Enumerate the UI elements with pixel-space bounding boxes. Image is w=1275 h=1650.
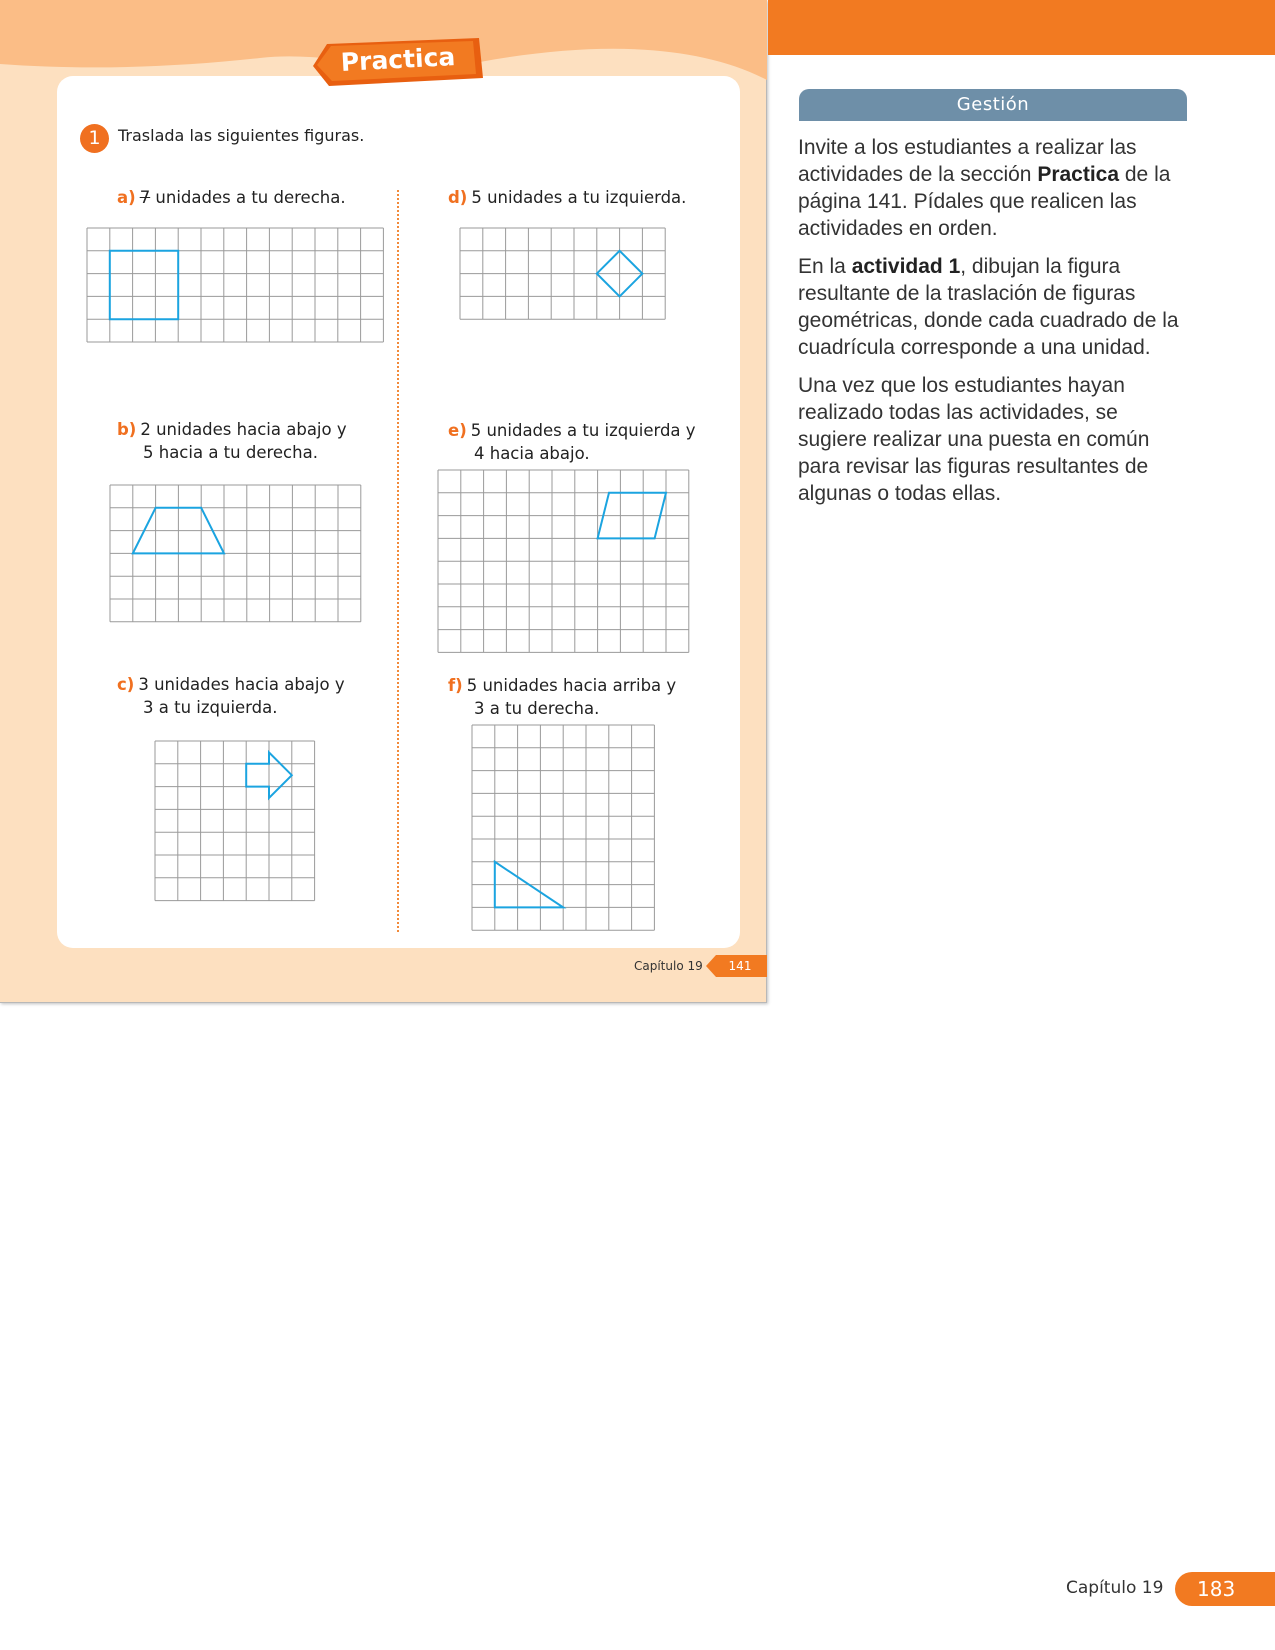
top-orange-bar: [768, 0, 1275, 55]
item-text: 5 unidades hacia arriba y: [466, 676, 677, 695]
gestion-paragraph-2: [798, 253, 1184, 361]
item-letter: c): [117, 675, 135, 694]
guide-footer-chapter: Capítulo 19: [1066, 1578, 1164, 1598]
grid-item-c: [155, 741, 315, 901]
bold-run: Practica: [1037, 163, 1120, 186]
item-c-line2: 3 a tu izquierda.: [143, 698, 278, 717]
grid-item-b: [110, 485, 361, 622]
bold-run: actividad 1: [851, 255, 961, 278]
section-title: Practica: [340, 42, 456, 77]
item-letter: a): [117, 188, 136, 207]
item-text: 3 unidades hacia abajo y: [138, 675, 345, 694]
item-e-line2: 4 hacia abajo.: [474, 444, 590, 463]
item-a-line1: [117, 186, 346, 209]
column-divider: [397, 190, 399, 932]
grid-item-e: [438, 470, 689, 653]
student-page: [0, 0, 767, 1003]
grid-item-d: [460, 228, 666, 320]
item-b-line1: [117, 418, 347, 441]
square-figure: [110, 251, 178, 319]
item-text: 5 unidades a tu izquierda.: [471, 188, 687, 207]
item-text: 5 unidades a tu izquierda y: [470, 421, 696, 440]
item-letter: d): [448, 188, 468, 207]
item-b-line2: 5 hacia a tu derecha.: [143, 443, 318, 462]
item-c-line1: [117, 673, 345, 696]
item-letter: b): [117, 420, 137, 439]
item-text: unidades a tu derecha.: [150, 188, 346, 207]
item-a-strike-number: 7: [139, 188, 151, 207]
item-text: 2 unidades hacia abajo y: [140, 420, 347, 439]
item-f-line1: [448, 674, 676, 697]
text-run: En la: [798, 255, 852, 278]
page-footer-chapter: Capítulo 19: [634, 959, 703, 973]
text-run: , dibujan la figura resultante de la traslación de figuras geométricas, donde cada cuadrado de la cuadrícula corresponde a una unidad.: [798, 255, 1179, 359]
guide-page-number: 183: [1175, 1572, 1275, 1606]
grid-item-a: [87, 228, 383, 342]
gestion-header: Gestión: [799, 89, 1187, 121]
text-run: de la página 141. Pídales que realicen las actividades en orden.: [798, 163, 1171, 240]
grid-item-f: [472, 725, 655, 931]
gestion-paragraph-1: [798, 134, 1184, 242]
item-letter: f): [448, 676, 463, 695]
gestion-text: [798, 134, 1184, 518]
activity-instruction: Traslada las siguientes figuras.: [118, 126, 365, 145]
page-number: 141: [728, 959, 752, 973]
item-letter: e): [448, 421, 467, 440]
activity-number-badge: 1: [80, 124, 109, 153]
item-f-line2: 3 a tu derecha.: [474, 699, 600, 718]
gestion-paragraph-3: Una vez que los estudiantes hayan realizado todas las actividades, se sugiere realizar una puesta en común para revisar las figuras resultantes de algunas o todas ellas.: [798, 374, 1150, 505]
item-e-line1: [448, 419, 696, 442]
item-d-line1: [448, 186, 686, 209]
text-run: Invite a los estudiantes a realizar las actividades de la sección: [798, 136, 1137, 186]
